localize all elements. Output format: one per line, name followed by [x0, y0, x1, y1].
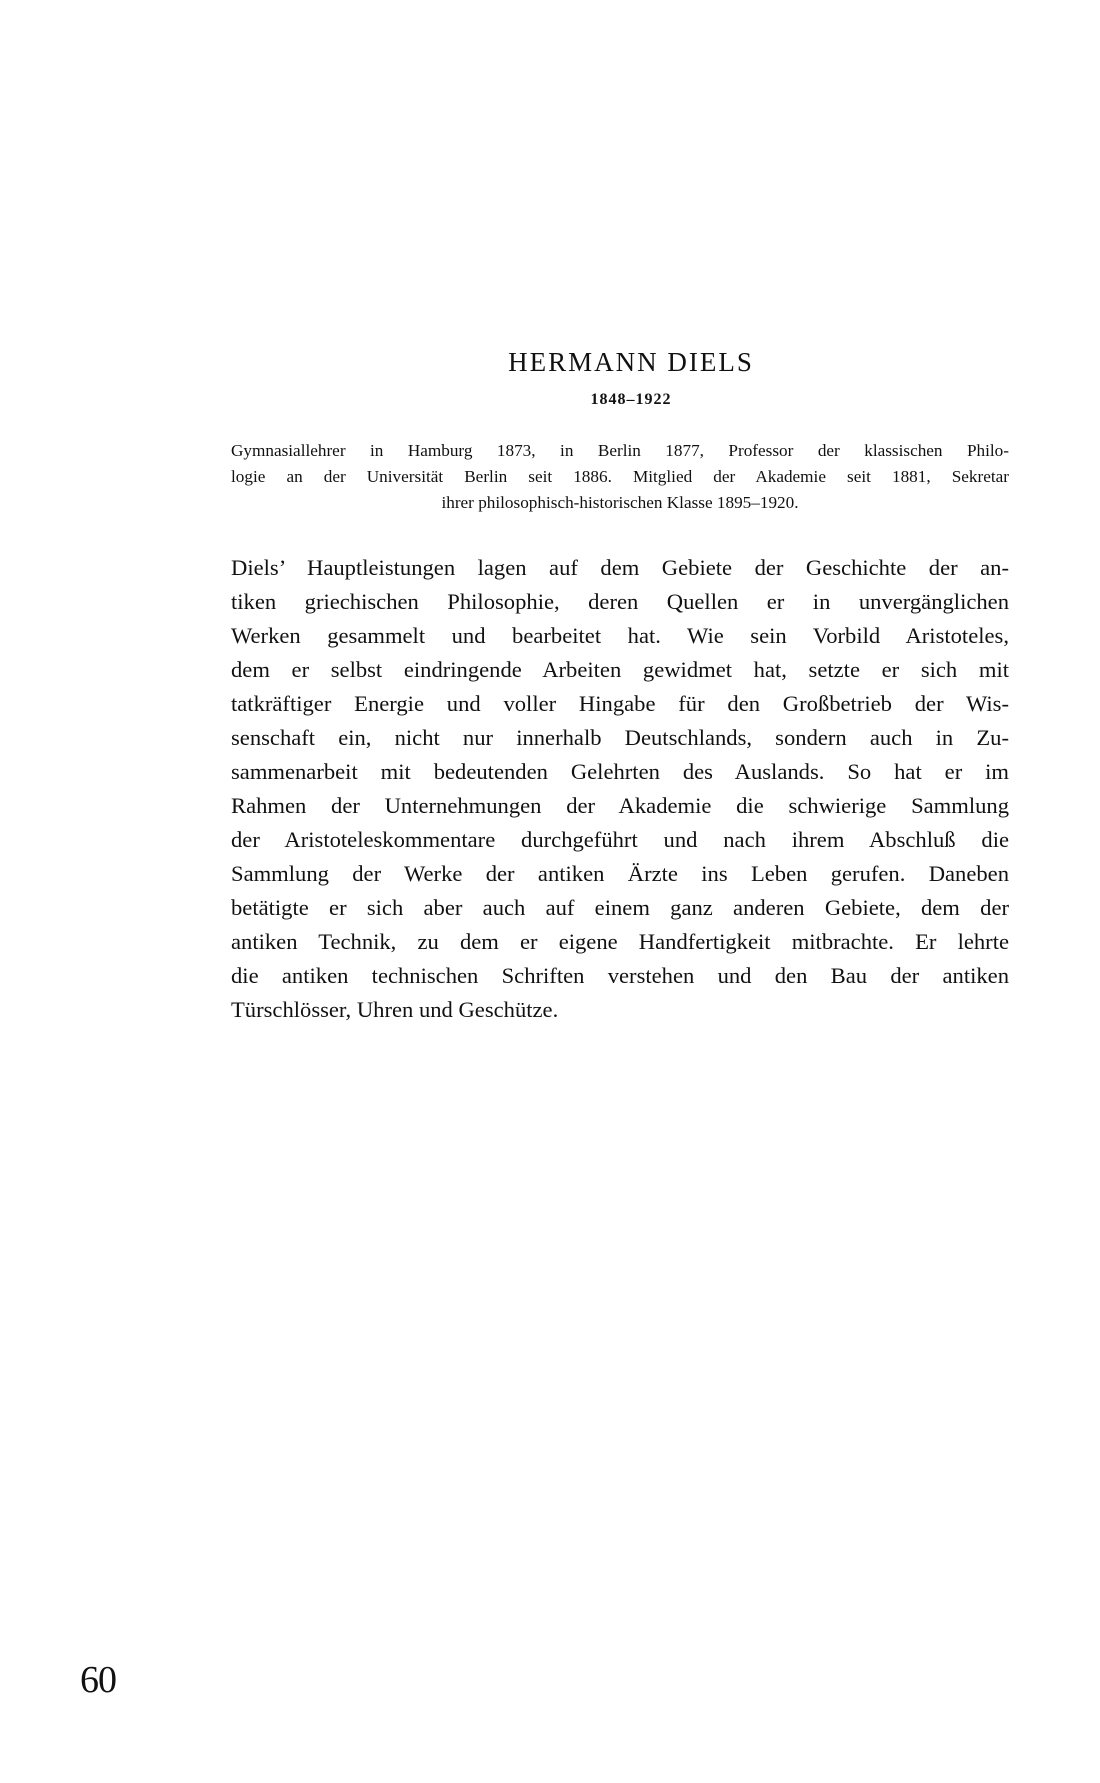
body-line: dem er selbst eindringende Arbeiten gewidmet hat, setzte er sich mit	[231, 657, 1009, 682]
body-line: die antiken technischen Schriften verstehen und den Bau der antiken	[231, 963, 1009, 988]
biographical-summary	[231, 438, 1009, 516]
page-number: 60	[80, 1659, 116, 1701]
body-line: Rahmen der Unternehmungen der Akademie die schwierige Sammlung	[231, 793, 1009, 818]
summary-line: Gymnasiallehrer in Hamburg 1873, in Berlin 1877, Professor der klassischen Philo-	[231, 441, 1009, 460]
body-line: der Aristoteleskommentare durchgeführt und nach ihrem Abschluß die	[231, 827, 1009, 852]
body-line: tiken griechischen Philosophie, deren Quellen er in unvergänglichen	[231, 589, 1009, 614]
life-dates: 1848–1922	[590, 391, 672, 408]
body-line: sammenarbeit mit bedeutenden Gelehrten des Auslands. So hat er im	[231, 759, 1009, 784]
body-line: senschaft ein, nicht nur innerhalb Deutschlands, sondern auch in Zu-	[231, 725, 1009, 750]
body-line: antiken Technik, zu dem er eigene Handfertigkeit mitbrachte. Er lehrte	[231, 929, 1009, 954]
body-line: betätigte er sich aber auch auf einem ganz anderen Gebiete, dem der	[231, 895, 1009, 920]
body-paragraph	[231, 551, 1009, 1027]
body-line: Werken gesammelt und bearbeitet hat. Wie sein Vorbild Aristoteles,	[231, 623, 1009, 648]
body-line: Türschlösser, Uhren und Geschütze.	[231, 997, 559, 1022]
page-title: HERMANN DIELS	[508, 347, 754, 377]
body-line: tatkräftiger Energie und voller Hingabe für den Großbetrieb der Wis-	[231, 691, 1009, 716]
summary-line: ihrer philosophisch-historischen Klasse 1895–1920.	[441, 493, 799, 512]
body-line: Sammlung der Werke der antiken Ärzte ins Leben gerufen. Daneben	[231, 861, 1009, 886]
body-line: Diels’ Hauptleistungen lagen auf dem Gebiete der Geschichte der an-	[231, 555, 1009, 580]
summary-line: logie an der Universität Berlin seit 1886. Mitglied der Akademie seit 1881, Sekretar	[231, 467, 1009, 486]
